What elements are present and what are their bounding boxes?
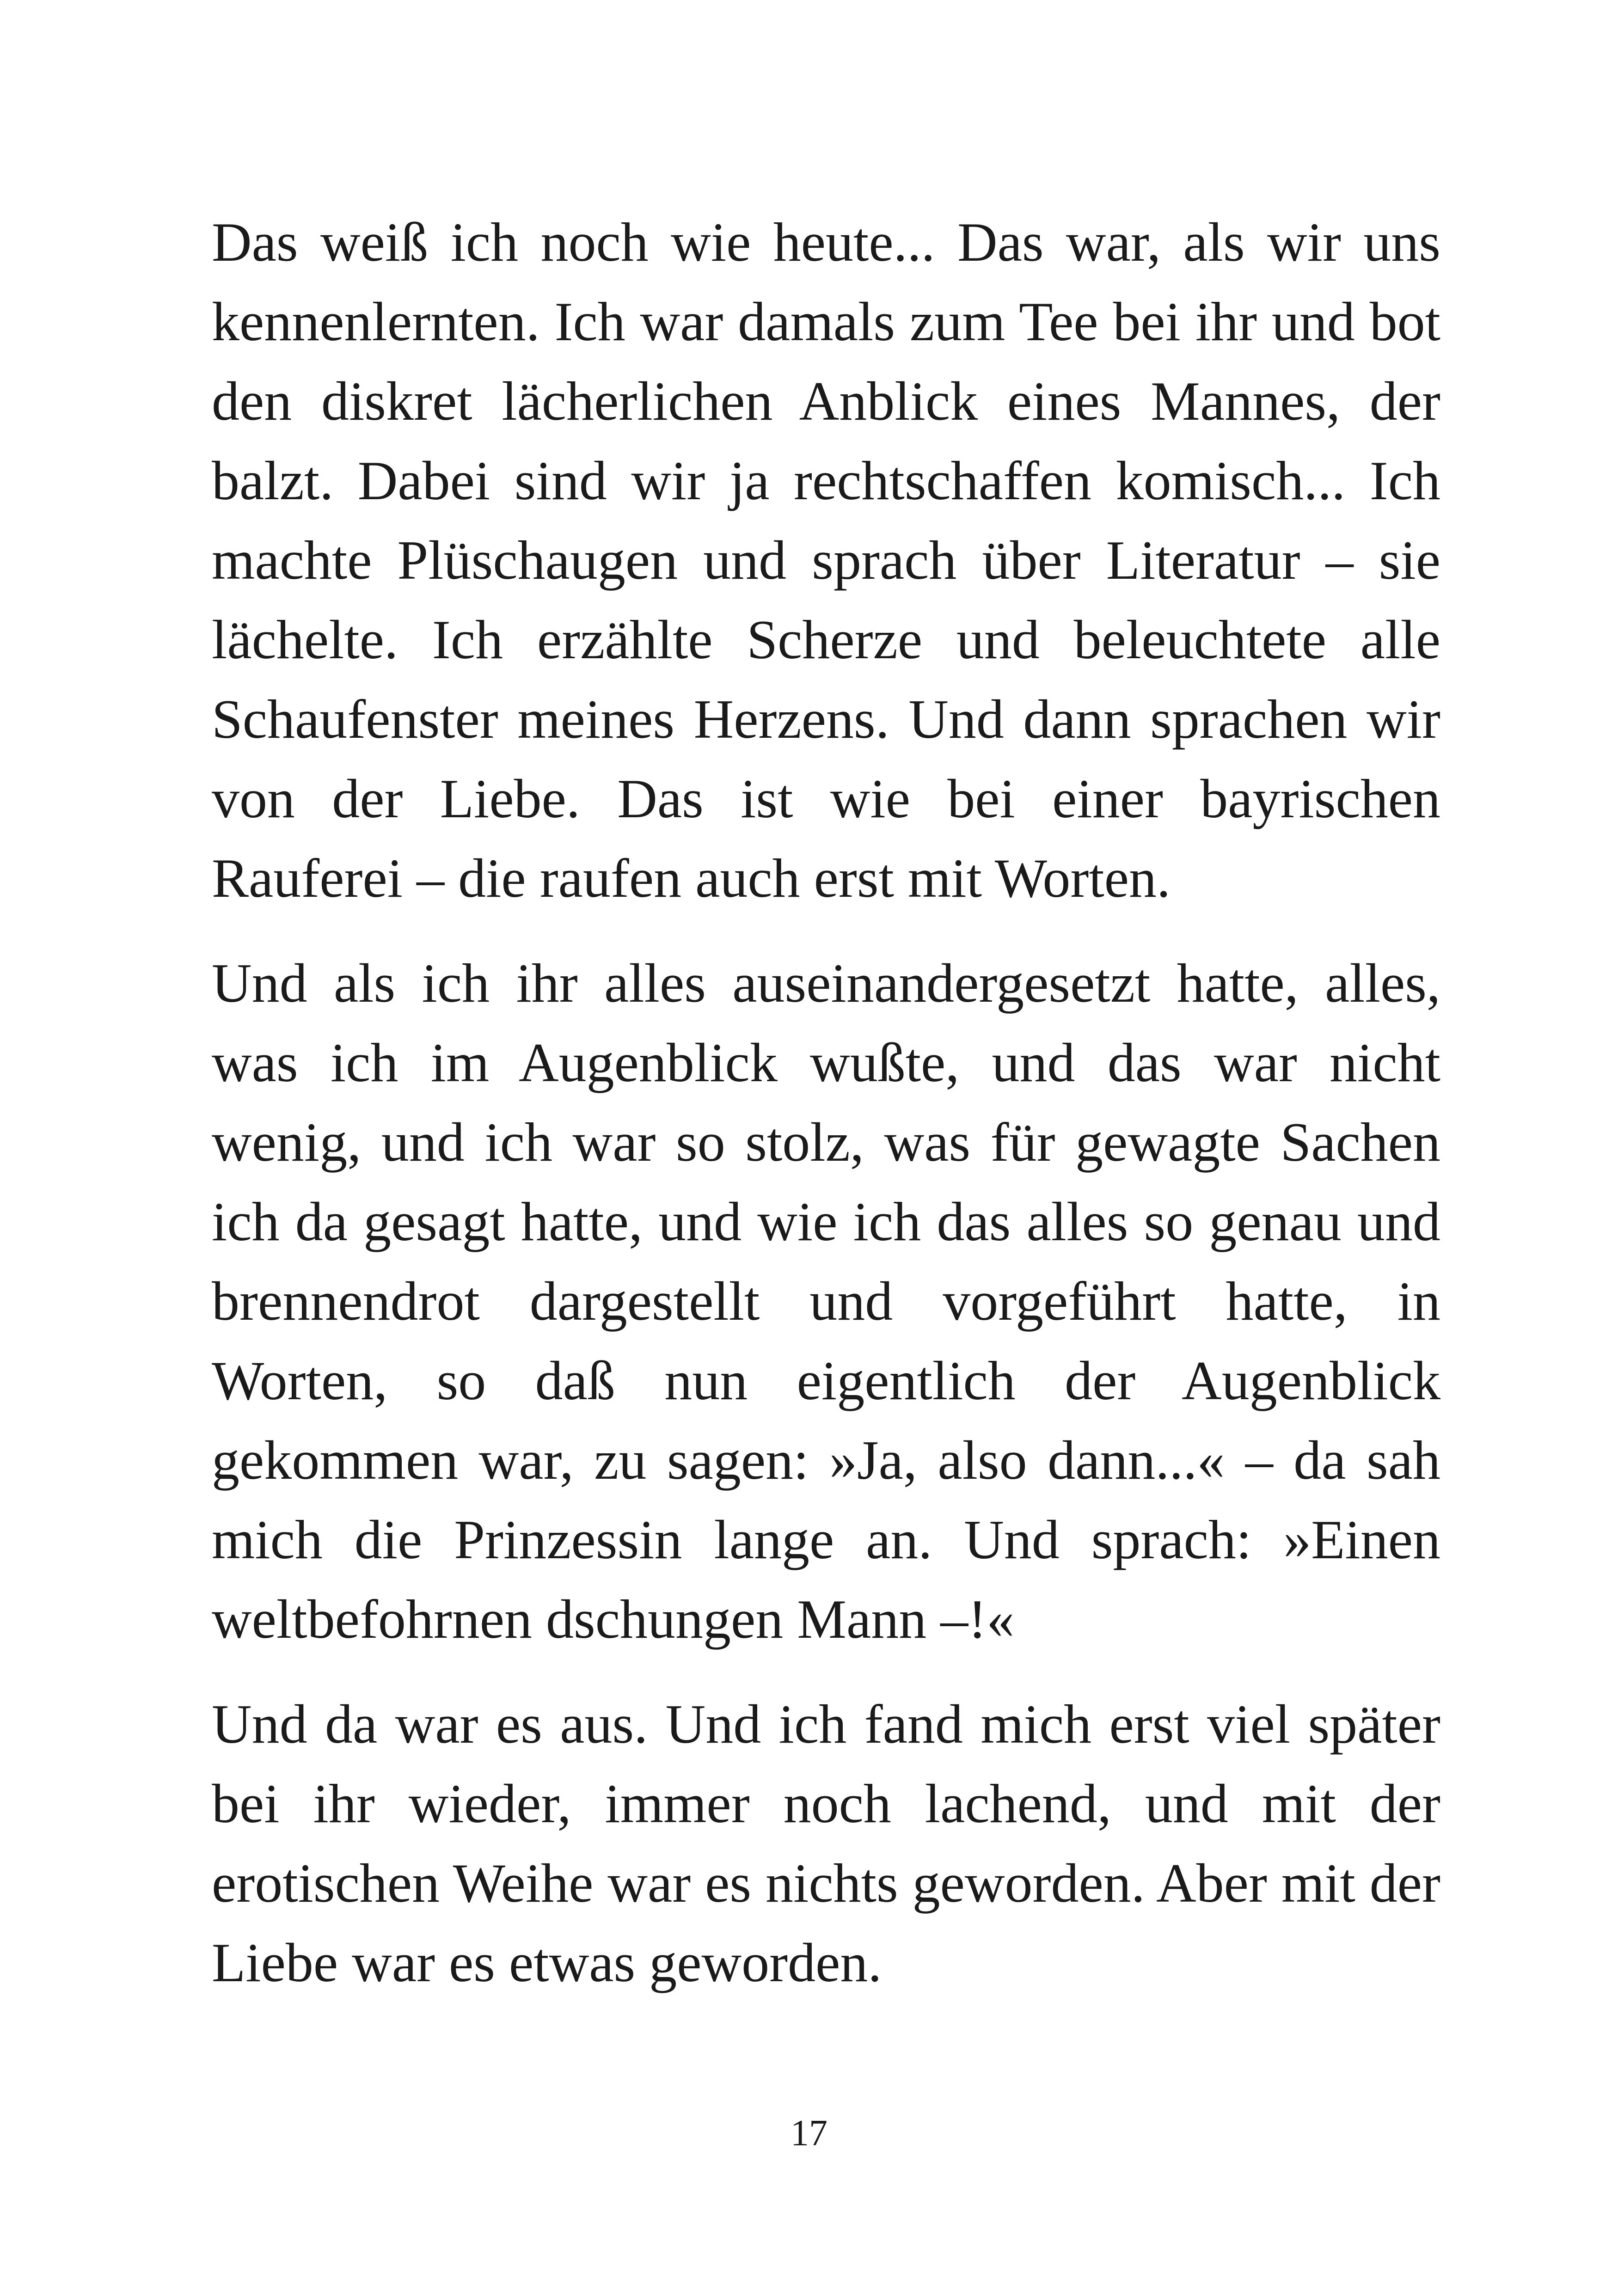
page-number: 17 <box>791 2113 827 2154</box>
paragraph-1: Das weiß ich noch wie heute... Das war, als wir uns kennenlernten. Ich war damals zum Tee bei ihr und bot den diskret lächerlichen Anblick eines Mannes, der balzt. Dabei sind wir ja rechtschaffen komisch... Ich machte Plüschaugen und sprach über Literatur – sie lächelte. Ich erzählte Scherze und beleuchtete alle Schaufenster meines Herzens. Und dann sprachen wir von der Liebe. Das ist wie bei einer bayrischen Rauferei – die raufen auch erst mit Worten. <box>212 211 1440 909</box>
body-text <box>212 202 1440 2028</box>
paragraph-3: Und da war es aus. Und ich fand mich erst viel später bei ihr wieder, immer noch lachend, und mit der erotischen Weihe war es nichts geworden. Aber mit der Liebe war es etwas geworden. <box>212 1693 1440 1993</box>
paragraph-2: Und als ich ihr alles auseinandergesetzt hatte, alles, was ich im Augenblick wußte, und das war nicht wenig, und ich war so stolz, was für gewagte Sachen ich da gesagt hatte, und wie ich das alles so genau und brennendrot dargestellt und vorgeführt hatte, in Worten, so daß nun eigentlich der Augenblick gekommen war, zu sagen: »Ja, also dann...« – da sah mich die Prinzessin lange an. Und sprach: »Einen weltbefohrnen dschungen Mann –!« <box>212 952 1440 1650</box>
